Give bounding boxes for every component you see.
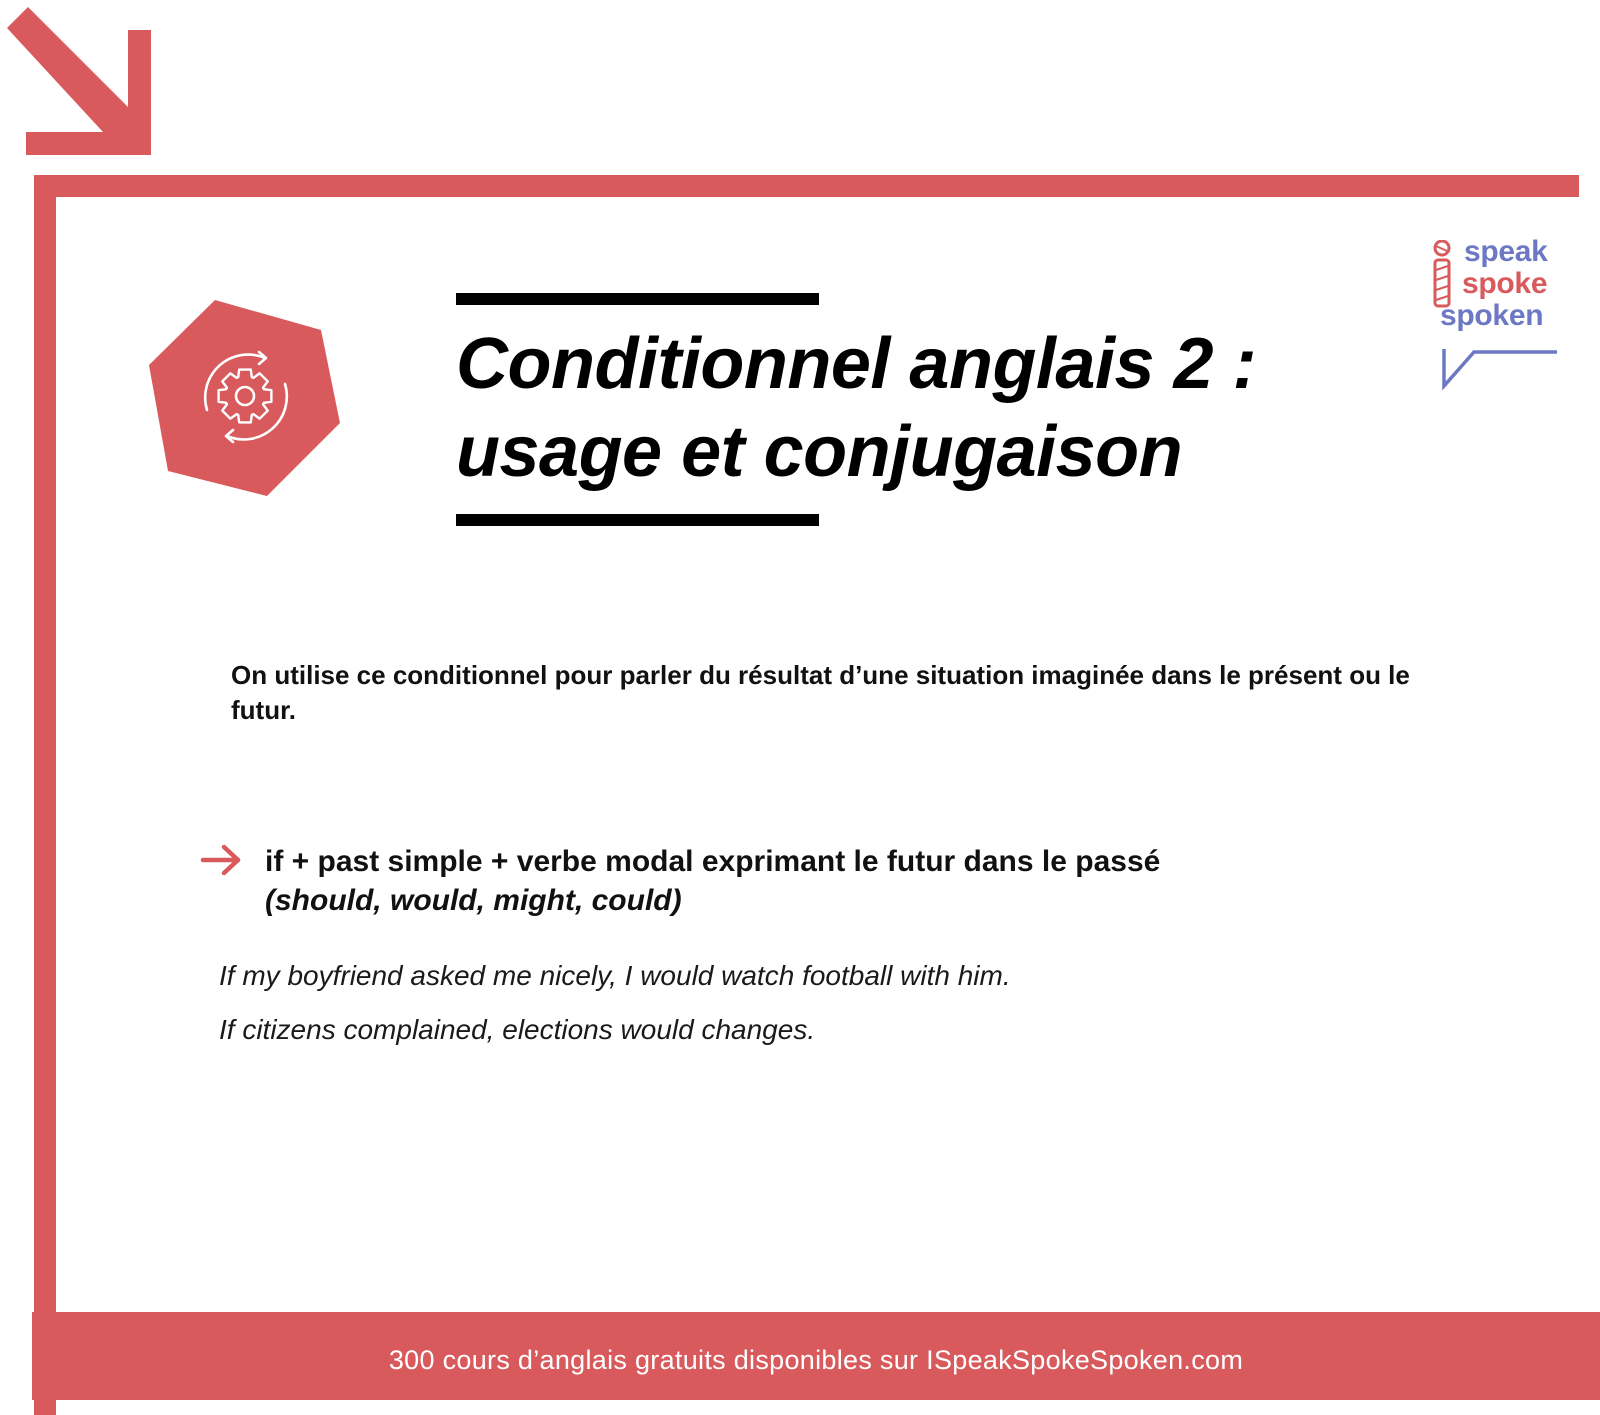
title-line-2: usage et conjugaison bbox=[456, 412, 1183, 492]
title-rule-top bbox=[456, 293, 819, 305]
examples-list bbox=[219, 958, 1011, 1066]
logo-word-spoke: spoke bbox=[1462, 267, 1548, 300]
example-sentence: If citizens complained, elections would changes. bbox=[219, 1014, 816, 1045]
title-line-1: Conditionnel anglais 2 : bbox=[456, 324, 1257, 404]
footer-text: 300 cours d’anglais gratuits disponibles sur ISpeakSpokeSpoken.com bbox=[388, 1344, 1244, 1375]
footer-banner bbox=[32, 1312, 1600, 1400]
logo-word-spoken: spoken bbox=[1440, 299, 1544, 332]
conjugation-rule bbox=[265, 842, 1415, 920]
intro-text: On utilise ce conditionnel pour parler du résultat d’une situation imaginée dans le présent ou le futur. bbox=[231, 660, 1410, 725]
arrow-right-icon bbox=[200, 843, 246, 877]
arrow-down-right-icon bbox=[0, 0, 160, 160]
example-sentence: If my boyfriend asked me nicely, I would watch football with him. bbox=[219, 960, 1011, 991]
brand-logo bbox=[1430, 236, 1562, 396]
logo-word-speak: speak bbox=[1464, 235, 1548, 268]
rule-formula: if + past simple + verbe modal exprimant le futur dans le passé bbox=[265, 845, 1161, 878]
speech-bubble-icon bbox=[1440, 346, 1560, 391]
page-title bbox=[456, 320, 1256, 496]
gear-refresh-icon bbox=[145, 296, 345, 496]
title-rule-bottom bbox=[456, 514, 819, 526]
rule-modals: (should, would, might, could) bbox=[265, 884, 682, 917]
